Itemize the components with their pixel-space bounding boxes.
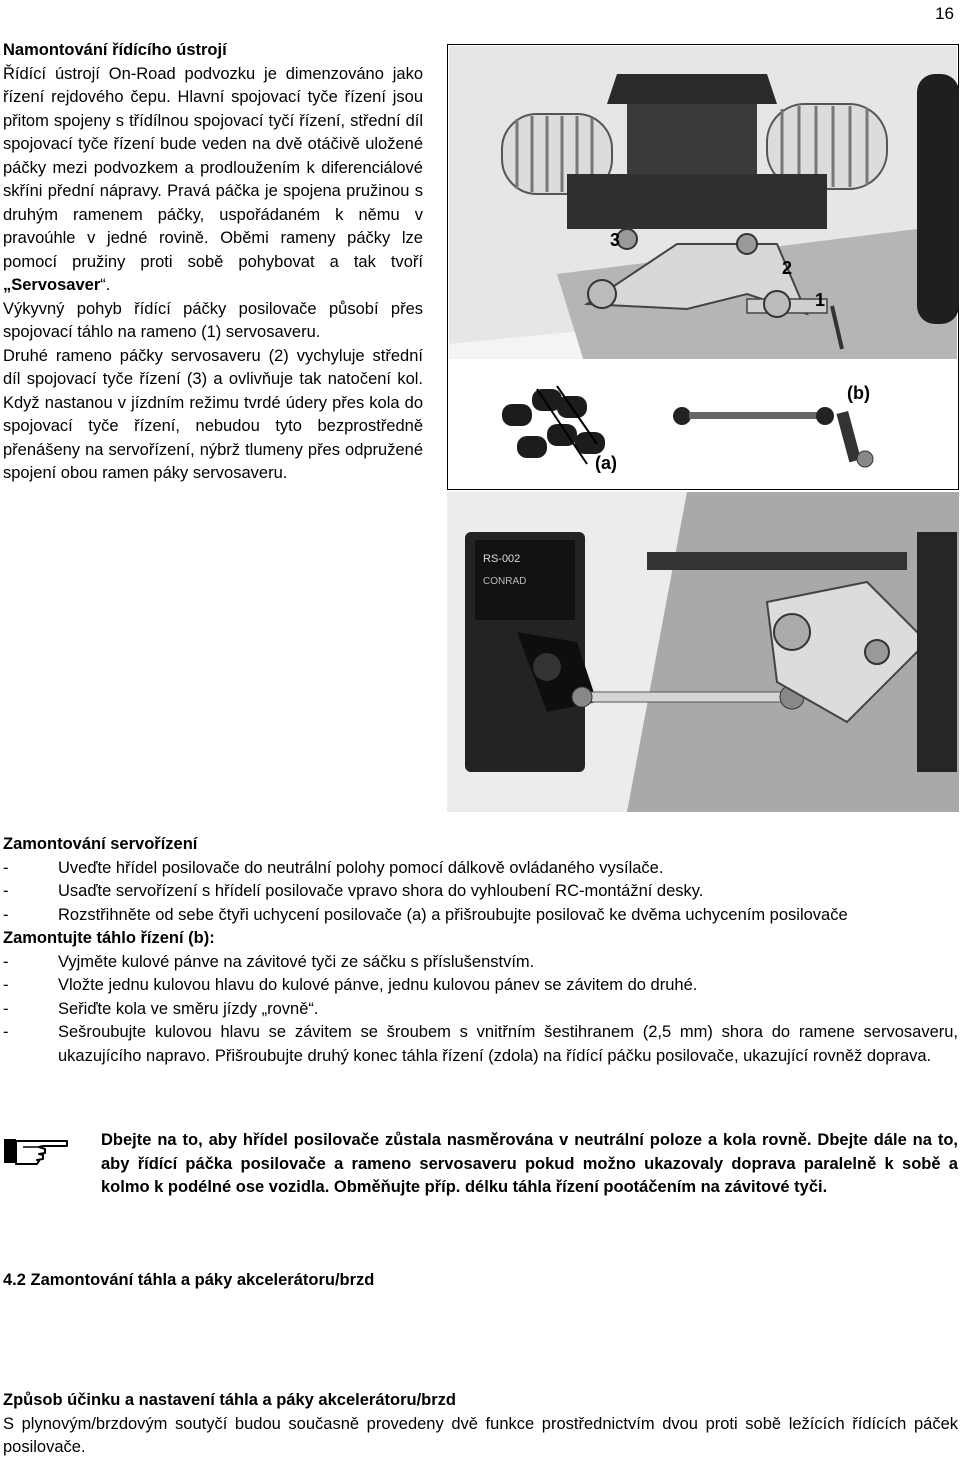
note-text: Dbejte na to, aby hřídel posilovače zůstala nasměrována v neutrální poloze a kola rovně. Dbejte dále na to, aby řídící páčka posilovače a rameno servosaveru pokud možno ukazovaly doprava paralelně k sobě a kolmo k podélné ose vozidla. Obměňujte příp. délku táhla řízení pootáčením na závitové tyči. [101,1131,958,1196]
steering-assembly-illustration [447,44,959,490]
intro-paragraph [3,63,423,298]
section-42-heading: 4.2 Zamontování táhla a páky akcelerátoru/brzd [3,1271,375,1289]
list-item: - Seřiďte kola ve směru jízdy „rovně“. [3,999,319,1018]
label-2: 2 [782,258,793,278]
list-item: - Vyjměte kulové pánve na závitové tyči ze sáčku s příslušenstvím. [3,952,535,971]
list-item: - Vložte jednu kulovou hlavu do kulové pánve, jednu kulovou pánev se závitem do druhé. [3,976,698,994]
list-item: - Sešroubujte kulovou hlavu se závitem se šroubem s vnitřním šestihranem (2,5 mm) shora do ramene servosaveru, ukazujícího napravo. Přišroubujte druhý konec táhla řízení (zdola) na řídící páčku posilovače, ukazující rovněž doprava. [3,1023,958,1065]
rod-section-heading: Zamontujte táhlo řízení (b): [3,929,215,947]
list-item: - Uveďte hřídel posilovače do neutrální polohy pomocí dálkově ovládaného vysílače. [3,858,664,877]
servo-model: RS-002 [483,553,521,565]
intro-text-before: Řídící ústrojí On-Road podvozku je dimenzováno jako řízení rejdového čepu. Hlavní spojovací tyče řízení jsou přitom spojeny s třídílnou spojovací tyčí řízení, střední díl spojovací tyče řízení bude veden na dvě otáčivě uložené páčky mezi podvozkem a prodloužením k diferenciálové skříni přední nápravy. Pravá páčka je spojena pružinou s druhým ramenem páčky, uspořádaném k němu v pravoúhle v jedné rovině. Oběmi rameny páčky lze pomocí pružiny proti sobě pohybovat a tak tvoří [3,64,423,271]
intro-text-after: “. [100,276,111,294]
steering-assembly-photo [447,44,959,490]
servo-installation-photo [447,492,959,812]
label-b: (b) [847,383,870,403]
pointing-hand-icon [3,1129,101,1200]
final-section-heading: Způsob účinku a nastavení táhla a páky akcelerátoru/brzd [3,1391,456,1409]
servo-section [3,833,958,1068]
final-section-text: S plynovým/brzdovým soutyčí budou současně provedeny dvě funkce prostřednictvím dvou proti sobě ležících řídících páček posilovače. [3,1414,958,1456]
intro-paragraph-3: Druhé rameno páčky servosaveru (2) vychyluje střední díl spojovací tyče řízení (3) a ovlivňuje tak natočení kol. Když nastanou v jízdním režimu tvrdé údery přes kola do spojovací tyče řízení, nebudou tyto bezprostředně přenášeny na servořízení, nýbrž tlumeny přes odpružené spojení obou ramen páky servosaveru. [3,346,423,482]
list-item: - Rozstřihněte od sebe čtyři uchycení posilovače (a) a přišroubujte posilovač ke dvěma uchycením posilovače [3,905,848,924]
label-1: 1 [815,290,826,310]
servo-steps [3,857,958,928]
intro-heading: Namontování řídícího ústrojí [3,41,227,59]
servosaver-term: „Servosaver [3,276,101,294]
important-note [3,1129,958,1200]
rod-steps [3,951,958,1069]
label-a: (a) [595,453,617,473]
label-3: 3 [610,230,621,250]
final-section [3,1389,958,1460]
servo-section-heading: Zamontování servořízení [3,835,198,853]
servo-brand: CONRAD [483,576,527,587]
list-item: - Usaďte servořízení s hřídelí posilovače vpravo shora do vyhloubení RC-montážní desky. [3,882,704,900]
servo-installation-illustration [447,492,959,812]
page-number: 16 [935,4,954,23]
intro-text [3,39,423,486]
intro-paragraph-2: Výkyvný pohyb řídící páčky posilovače působí přes spojovací táhlo na rameno (1) servosaveru. [3,299,423,341]
